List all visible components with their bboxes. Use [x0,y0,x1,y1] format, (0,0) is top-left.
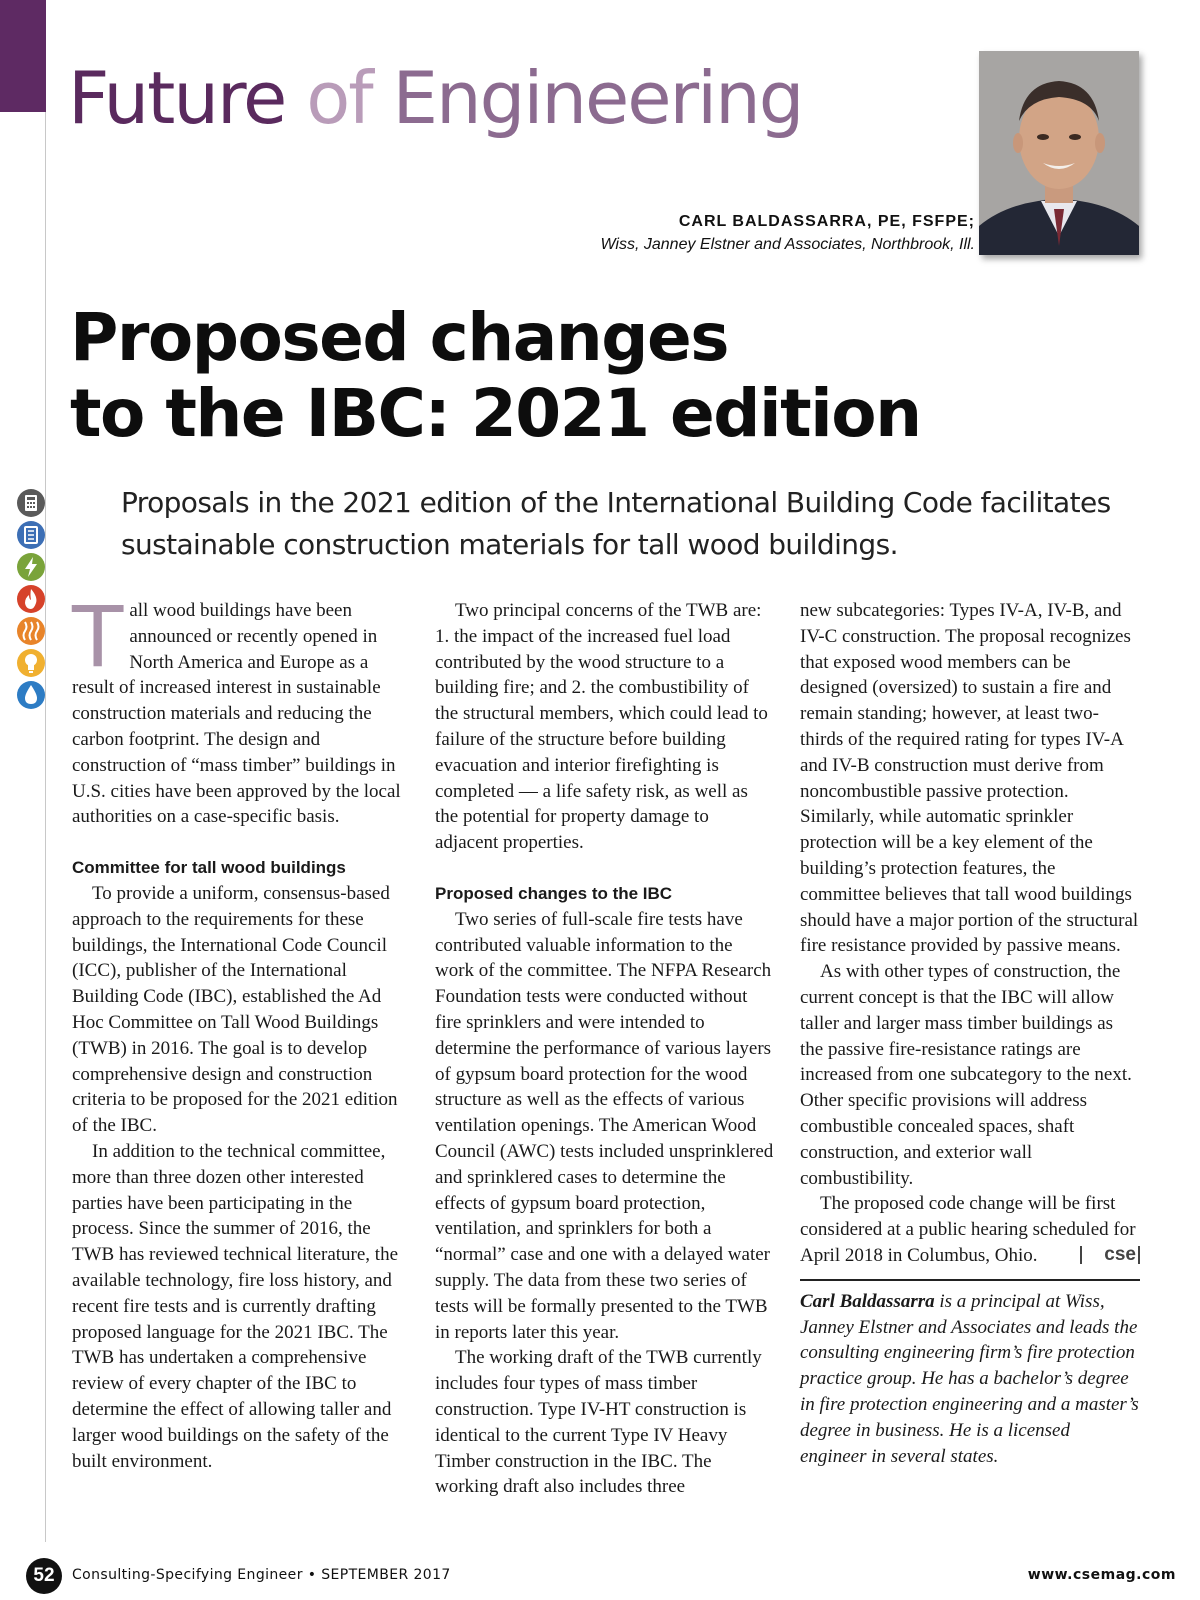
lightbulb-icon [16,648,46,678]
body-paragraph: As with other types of construction, the current concept is that the IBC will allow taller and larger mass timber buildings as the passive fire-resistance ratings are increased from one subcategory to the next. Other specific provisions will address combustible concealed spaces, shaft construction, and exterior wall combustibility. [800,961,1132,1189]
section-title [68,56,803,140]
footer-url[interactable]: www.csemag.com [1027,1567,1176,1583]
body-paragraph: The working draft of the TWB currently includes four types of mass timber construction. Type IV-HT construction is identical to the current Type IV Heavy Timber construction in the IBC. The working draft also includes three [435,1347,762,1498]
body-paragraph: To provide a uniform, consensus-based approach to the requirements for these buildings, the International Code Council (ICC), publisher of the International Building Code (IBC), established the Ad Hoc Committee on Tall Wood Buildings (TWB) in 2016. The goal is to develop comprehensive design and construction criteria to be proposed for the 2021 edition of the IBC. [72,882,398,1137]
end-mark: cse [1080,1246,1140,1264]
author-byline [600,213,975,254]
body-paragraph: new subcategories: Types IV-A, IV-B, and IV-C construction. The proposal recognizes that exposed wood members can be designed (oversized) to sustain a fire and remain standing; however, at least two-thirds of the required rating for types IV-A and IV-B construction must derive from noncombustible passive protection. Similarly, while automatic sprinkler protection will be a key element of the building’s protection features, the committee believes that tall wood buildings should have a major portion of the structural fire resistance provided by passive means. [800,600,1139,957]
author-portrait-image [979,51,1139,255]
drop-cap: T [72,588,124,686]
heat-waves-icon [16,616,46,646]
article-column-3 [800,598,1140,1469]
headline [70,300,921,452]
bio-divider [800,1279,1140,1281]
author-bio-text: is a principal at Wiss, Janney Elstner and Associates and leads the consulting engineering firm’s fire protection practice group. He has a bachelor’s degree in fire protection engineering and a master’s degree in business. He is a licensed engineer in several states. [800,1290,1139,1467]
fire-icon [16,584,46,614]
subheading-proposed-changes: Proposed changes to the IBC [435,883,673,903]
author-bio [800,1289,1140,1470]
topic-icon-strip [16,488,46,712]
section-title-word-engineering: Engineering [392,56,803,140]
margin-rule [45,112,46,1542]
body-paragraph: In addition to the technical committee, more than three dozen other interested parties have been participating in the process. Since the summer of 2016, the TWB has reviewed technical literature, the available technology, fire loss history, and recent fire tests and is currently drafting proposed language for the 2021 IBC. The TWB has undertaken a comprehensive review of every chapter of the IBC to determine the effect of allowing taller and larger wood buildings on the safety of the built environment. [72,1140,399,1472]
subheading-committee: Committee for tall wood buildings [72,858,346,878]
section-color-bar [0,0,46,112]
footer-publication: Consulting-Specifying Engineer • SEPTEMBER 2017 [72,1567,451,1583]
water-drop-icon [16,680,46,710]
section-title-word-of: of [306,56,372,140]
article-column-1 [72,588,412,1474]
author-bio-name: Carl Baldassarra [800,1290,935,1312]
author-affiliation: Wiss, Janney Elstner and Associates, Northbrook, Ill. [600,236,975,253]
page-number: 52 [26,1558,62,1594]
author-photo [979,51,1139,255]
final-paragraph-text: The proposed code change will be first considered at a public hearing scheduled for April 2018 in Columbus, Ohio. [800,1193,1136,1266]
headline-line-2: to the IBC: 2021 edition [70,375,921,452]
page-footer [26,1558,1176,1594]
author-name: CARL BALDASSARRA, PE, FSFPE; [678,213,975,230]
lightning-icon [16,552,46,582]
deck-line-2: sustainable construction materials for tall wood buildings. [121,528,898,561]
intro-paragraph-text: all wood buildings have been announced or recently opened in North America and Europe as a result of increased interest in sustainable construction materials and reducing the carbon footprint. The design and construction of “mass timber” buildings in U.S. cities have been approved by the local authorities on a case-specific basis. [72,600,401,828]
headline-line-1: Proposed changes [70,299,729,376]
body-paragraph: Two principal concerns of the TWB are: 1. the impact of the increased fuel load contributed by the wood structure to a building fire; and 2. the combustibility of the structural members, which could lead to failure of the structure before building evacuation and interior firefighting is completed — a life safety risk, as well as the potential for property damage to adjacent properties. [435,600,768,854]
body-paragraph: Two series of full-scale fire tests have contributed valuable information to the work of the committee. The NFPA Research Foundation tests were conducted without fire sprinklers and were intended to determine the performance of various layers of gypsum board protection for the wood structure as well as the effects of various ventilation openings. The American Wood Council (AWC) tests included unsprinklered and sprinklered cases to determine the effects of gypsum board protection, ventilation, and sprinklers for both a “normal” case and one with a delayed water supply. The data from these two series of tests will be formally presented to the TWB in reports later this year. [435,908,774,1343]
article-column-2 [435,598,775,1500]
deck-subheadline [121,482,1151,566]
deck-line-1: Proposals in the 2021 edition of the International Building Code facilitates [121,486,1111,519]
body-paragraph-final [800,1191,1140,1268]
calculator-icon [16,488,46,518]
section-title-word-future: Future [68,56,286,140]
control-panel-icon [16,520,46,550]
intro-paragraph [72,588,412,830]
